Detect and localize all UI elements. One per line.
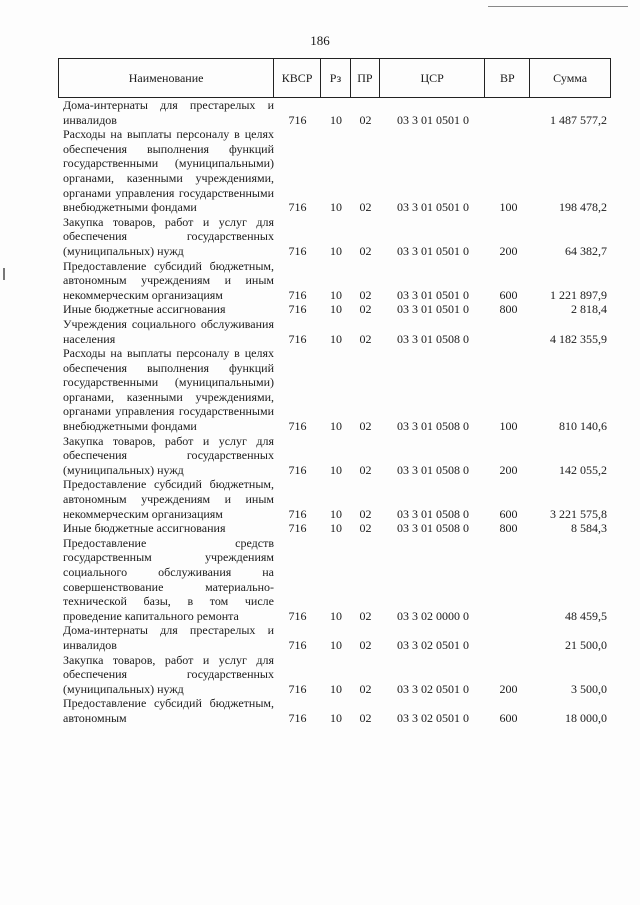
row-name: Предоставление средств государственным учреждениям социального обслуживания на совершенствование материально-технической базы, в том числе проведение капитального ремонта — [63, 535, 274, 623]
header-pr: ПР — [351, 59, 380, 97]
row-kvsr: 716 — [288, 419, 307, 434]
row-pr: 02 — [359, 243, 372, 258]
row-pr: 02 — [359, 681, 372, 696]
table-row — [58, 127, 611, 215]
row-name: Иные бюджетные ассигнования — [63, 521, 226, 536]
row-vr — [486, 317, 531, 346]
row-vr — [486, 98, 531, 127]
row-kvsr: 716 — [288, 287, 307, 302]
table-row — [58, 317, 611, 346]
row-name: Учреждения социального обслуживания населения — [63, 316, 274, 346]
row-rz: 10 — [330, 243, 342, 258]
row-pr: 02 — [359, 302, 372, 317]
row-kvsr: 716 — [288, 243, 307, 258]
row-vr: 800 — [499, 302, 518, 317]
budget-table — [58, 58, 611, 726]
row-csr: 03 3 01 0501 0 — [397, 112, 469, 127]
header-name: Наименование — [59, 59, 274, 97]
table-header — [58, 58, 611, 98]
row-rz: 10 — [330, 521, 342, 536]
row-rz: 10 — [330, 112, 342, 127]
row-sum: 810 140,6 — [559, 419, 607, 434]
row-pr: 02 — [359, 331, 372, 346]
table-row — [58, 521, 611, 536]
row-rz: 10 — [330, 302, 342, 317]
row-vr: 600 — [499, 506, 518, 521]
row-vr: 600 — [499, 710, 518, 725]
table-row — [58, 259, 611, 303]
row-pr: 02 — [359, 608, 372, 623]
row-csr: 03 3 02 0501 0 — [397, 681, 469, 696]
row-vr: 200 — [499, 243, 518, 258]
row-pr: 02 — [359, 419, 372, 434]
row-csr: 03 3 01 0508 0 — [397, 419, 469, 434]
row-vr: 800 — [499, 521, 518, 536]
scan-margin-mark — [3, 268, 5, 280]
row-sum: 18 000,0 — [565, 710, 607, 725]
header-kvsr: КВСР — [274, 59, 321, 97]
row-pr: 02 — [359, 637, 372, 652]
row-name: Расходы на выплаты персоналу в целях обеспечения выполнения функций государственными (муниципальными) органами, казенными учреждениями, органами управления государственными внебюджетными фондами — [63, 346, 274, 434]
table-row — [58, 477, 611, 521]
page-number: 186 — [310, 33, 330, 48]
row-name: Предоставление субсидий бюджетным, автономным учреждениям и иным некоммерческим организациям — [63, 258, 274, 302]
row-sum: 3 500,0 — [571, 681, 607, 696]
row-name: Закупка товаров, работ и услуг для обеспечения государственных (муниципальных) нужд — [63, 433, 274, 477]
row-kvsr: 716 — [288, 302, 307, 317]
table-row — [58, 302, 611, 317]
row-rz: 10 — [330, 710, 342, 725]
table-row — [58, 215, 611, 259]
row-name: Закупка товаров, работ и услуг для обеспечения государственных (муниципальных) нужд — [63, 214, 274, 258]
row-rz: 10 — [330, 608, 342, 623]
row-sum: 64 382,7 — [565, 243, 607, 258]
row-name: Иные бюджетные ассигнования — [63, 302, 226, 317]
row-rz: 10 — [330, 200, 342, 215]
scan-edge-line — [488, 6, 628, 7]
row-kvsr: 716 — [288, 112, 307, 127]
row-vr: 200 — [499, 681, 518, 696]
row-rz: 10 — [330, 331, 342, 346]
row-pr: 02 — [359, 710, 372, 725]
row-csr: 03 3 01 0501 0 — [397, 243, 469, 258]
row-rz: 10 — [330, 506, 342, 521]
row-kvsr: 716 — [288, 331, 307, 346]
row-vr: 200 — [499, 462, 518, 477]
row-kvsr: 716 — [288, 637, 307, 652]
row-kvsr: 716 — [288, 521, 307, 536]
row-csr: 03 3 01 0508 0 — [397, 331, 469, 346]
row-pr: 02 — [359, 521, 372, 536]
header-csr: ЦСР — [380, 59, 486, 97]
row-csr: 03 3 01 0508 0 — [397, 462, 469, 477]
row-sum: 3 221 575,8 — [550, 506, 607, 521]
row-rz: 10 — [330, 637, 342, 652]
header-sum: Сумма — [553, 70, 588, 85]
row-name: Дома-интернаты для престарелых и инвалидов — [63, 98, 274, 127]
row-name: Предоставление субсидий бюджетным, автономным — [63, 696, 274, 725]
row-pr: 02 — [359, 200, 372, 215]
table-row — [58, 346, 611, 434]
row-csr: 03 3 02 0501 0 — [397, 637, 469, 652]
row-kvsr: 716 — [288, 462, 307, 477]
row-name: Расходы на выплаты персоналу в целях обеспечения выполнения функций государственными (муниципальными) органами, казенными учреждениями, органами управления государственными внебюджетными фондами — [63, 127, 274, 215]
row-csr: 03 3 01 0501 0 — [397, 302, 469, 317]
row-sum: 198 478,2 — [559, 200, 607, 215]
row-csr: 03 3 02 0000 0 — [397, 608, 469, 623]
table-row — [58, 623, 611, 652]
row-rz: 10 — [330, 419, 342, 434]
row-vr: 600 — [499, 287, 518, 302]
row-pr: 02 — [359, 287, 372, 302]
row-csr: 03 3 02 0501 0 — [397, 710, 469, 725]
row-kvsr: 716 — [288, 681, 307, 696]
row-csr: 03 3 01 0508 0 — [397, 521, 469, 536]
row-sum: 1 221 897,9 — [550, 287, 607, 302]
row-sum: 21 500,0 — [565, 637, 607, 652]
row-kvsr: 716 — [288, 200, 307, 215]
row-pr: 02 — [359, 462, 372, 477]
row-sum: 142 055,2 — [559, 462, 607, 477]
table-row — [58, 536, 611, 624]
row-csr: 03 3 01 0501 0 — [397, 287, 469, 302]
row-sum: 48 459,5 — [565, 608, 607, 623]
row-kvsr: 716 — [288, 506, 307, 521]
row-pr: 02 — [359, 506, 372, 521]
row-vr: 100 — [499, 200, 518, 215]
row-vr — [486, 623, 531, 652]
row-sum: 2 818,4 — [571, 302, 607, 317]
row-csr: 03 3 01 0508 0 — [397, 506, 469, 521]
table-row — [58, 434, 611, 478]
row-rz: 10 — [330, 287, 342, 302]
table-row — [58, 696, 611, 725]
table-row — [58, 653, 611, 697]
row-vr — [486, 536, 531, 624]
row-name: Дома-интернаты для престарелых и инвалидов — [63, 623, 274, 652]
row-kvsr: 716 — [288, 710, 307, 725]
row-sum: 1 487 577,2 — [550, 112, 607, 127]
row-name: Закупка товаров, работ и услуг для обеспечения государственных (муниципальных) нужд — [63, 652, 274, 696]
header-vr: ВР — [485, 59, 530, 97]
row-csr: 03 3 01 0501 0 — [397, 200, 469, 215]
table-body — [58, 98, 611, 726]
row-vr: 100 — [499, 419, 518, 434]
row-pr: 02 — [359, 112, 372, 127]
row-name: Предоставление субсидий бюджетным, автономным учреждениям и иным некоммерческим организациям — [63, 477, 274, 521]
row-sum: 4 182 355,9 — [550, 331, 607, 346]
row-rz: 10 — [330, 681, 342, 696]
table-row — [58, 98, 611, 127]
row-sum: 8 584,3 — [571, 521, 607, 536]
row-kvsr: 716 — [288, 608, 307, 623]
header-rz: Рз — [321, 59, 351, 97]
row-rz: 10 — [330, 462, 342, 477]
